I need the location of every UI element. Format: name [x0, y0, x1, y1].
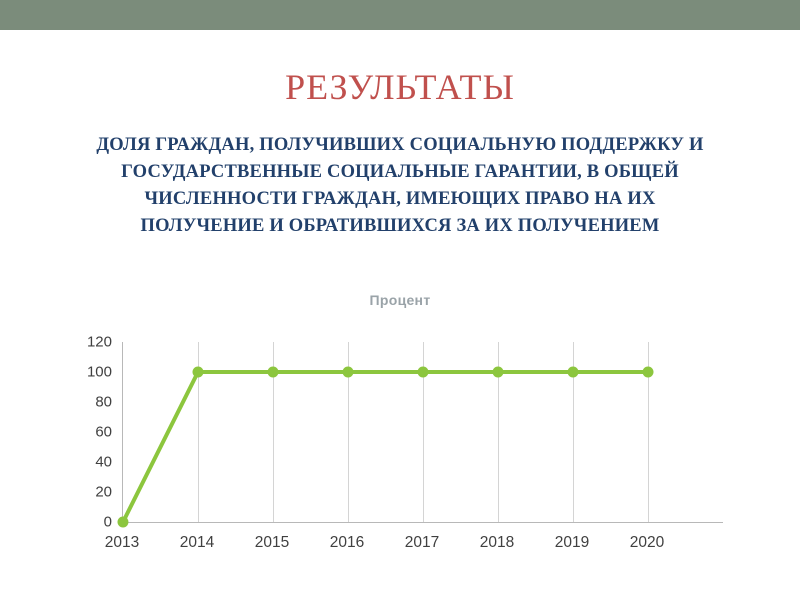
x-axis-tick-label: 2014	[179, 534, 215, 551]
data-point-marker	[268, 367, 279, 378]
series-line-procent	[123, 342, 723, 522]
data-point-marker	[343, 367, 354, 378]
data-point-marker	[193, 367, 204, 378]
x-axis-tick-label: 2015	[254, 534, 290, 551]
x-axis-labels	[104, 534, 722, 564]
data-point-marker	[643, 367, 654, 378]
y-axis-tick-label: 0	[103, 513, 112, 531]
x-axis-tick-label: 2018	[479, 534, 515, 551]
data-point-marker	[418, 367, 429, 378]
x-axis-tick-label: 2016	[329, 534, 365, 551]
x-axis-tick-label: 2020	[629, 534, 665, 551]
y-axis-tick-label: 80	[95, 393, 112, 411]
page-title: РЕЗУЛЬТАТЫ	[285, 67, 515, 107]
bottom-band	[0, 592, 800, 600]
y-axis-tick-label: 100	[86, 363, 112, 381]
y-axis-tick-label: 120	[86, 333, 112, 351]
data-point-marker	[493, 367, 504, 378]
x-axis-tick-label: 2019	[554, 534, 590, 551]
y-axis-tick-label: 20	[95, 483, 112, 501]
slide-subtitle: ДОЛЯ ГРАЖДАН, ПОЛУЧИВШИХ СОЦИАЛЬНУЮ ПОДДЕРЖКУ И ГОСУДАРСТВЕННЫЕ СОЦИАЛЬНЫЕ ГАРАНТИИ, В ОБЩЕЙ ЧИСЛЕННОСТИ ГРАЖДАН, ИМЕЮЩИХ ПРАВО НА ИХ ПОЛУЧЕНИЕ И ОБРАТИВШИХСЯ ЗА ИХ ПОЛУЧЕНИЕМ	[96, 135, 704, 236]
data-point-marker	[568, 367, 579, 378]
x-axis-tick-label: 2013	[104, 534, 140, 551]
y-axis-labels	[60, 333, 112, 531]
chart	[60, 292, 740, 572]
top-decorative-band	[0, 0, 800, 30]
plot-wrapper	[60, 333, 740, 572]
chart-title: Процент	[369, 292, 431, 308]
plot-area	[122, 342, 723, 523]
y-axis-tick-label: 40	[95, 453, 112, 471]
y-axis-tick-label: 60	[95, 423, 112, 441]
data-point-marker	[118, 517, 129, 528]
x-axis-tick-label: 2017	[404, 534, 440, 551]
